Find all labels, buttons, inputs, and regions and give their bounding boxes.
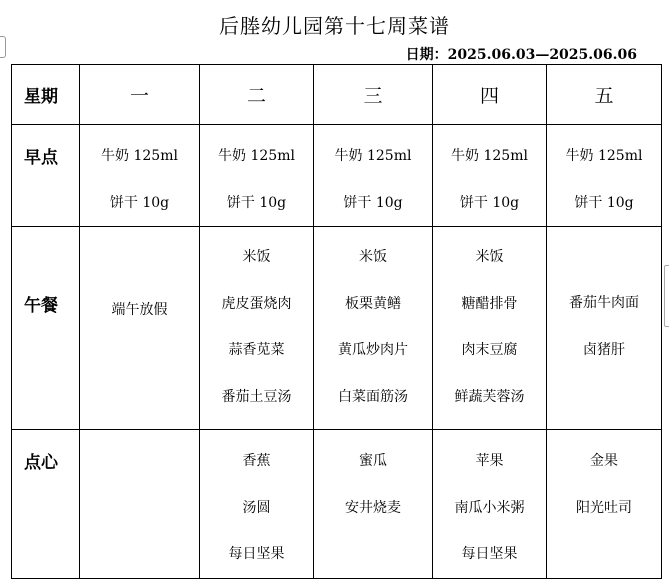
cell-lunch-tue (200, 227, 314, 430)
menu-item: 米饭 (359, 249, 387, 265)
cell-snack-mon (80, 430, 200, 579)
row-breakfast (12, 125, 662, 227)
row-lunch (12, 227, 662, 430)
cell-snack-fri (547, 430, 662, 579)
menu-item: 蜜瓜 (359, 453, 387, 469)
menu-item: 饼干 10g (574, 194, 634, 211)
menu-item: 糖醋排骨 (461, 295, 518, 312)
menu-item: 苹果 (475, 453, 504, 469)
menu-item: 黄瓜炒肉片 (338, 342, 408, 358)
menu-item: 饼干 10g (343, 194, 403, 211)
row-label-snack: 点心 (12, 430, 80, 579)
menu-item: 米饭 (475, 249, 504, 265)
menu-table (11, 64, 662, 579)
menu-item: 牛奶 125ml (451, 148, 528, 164)
header-row (12, 65, 662, 125)
menu-item: 板栗黄鳝 (345, 295, 401, 312)
menu-item: 番茄土豆汤 (221, 388, 292, 405)
menu-item: 香蕉 (242, 453, 271, 469)
menu-item: 卤猪肝 (583, 341, 625, 358)
menu-item: 番茄牛肉面 (569, 295, 639, 311)
date-range: 日期：2025.06.03—2025.06.06 (405, 47, 637, 63)
cell-lunch-mon (80, 227, 200, 430)
menu-item: 牛奶 125ml (218, 148, 295, 164)
row-label-breakfast: 早点 (12, 125, 80, 227)
menu-item: 白菜面筋汤 (338, 388, 408, 405)
weekday-header: 星期 (12, 65, 80, 125)
menu-item: 金果 (590, 453, 618, 469)
menu-item: 阳光吐司 (576, 499, 632, 516)
day-tuesday: 二 (200, 65, 314, 125)
left-edge-handle (0, 36, 6, 58)
menu-item: 肉末豆腐 (461, 342, 518, 358)
cell-snack-wed (314, 430, 433, 579)
day-wednesday: 三 (314, 65, 433, 125)
menu-item: 每日坚果 (228, 546, 285, 562)
menu-item: 米饭 (242, 249, 271, 265)
menu-item: 饼干 10g (109, 194, 170, 211)
menu-item: 虎皮蛋烧肉 (221, 295, 292, 312)
cell-breakfast-wed (314, 125, 433, 227)
menu-item: 端午放假 (111, 302, 168, 318)
cell-snack-tue (200, 430, 314, 579)
menu-item: 饼干 10g (459, 194, 520, 211)
row-label-lunch: 午餐 (12, 227, 80, 430)
day-thursday: 四 (433, 65, 547, 125)
cell-breakfast-thu (433, 125, 547, 227)
menu-item: 汤圆 (242, 499, 271, 516)
day-monday: 一 (80, 65, 200, 125)
menu-item: 牛奶 125ml (334, 148, 412, 164)
right-edge-handle (664, 265, 669, 327)
cell-breakfast-fri (547, 125, 662, 227)
menu-item: 每日坚果 (461, 546, 518, 562)
cell-lunch-thu (433, 227, 547, 430)
cell-lunch-wed (314, 227, 433, 430)
menu-item: 蒜香苋菜 (228, 342, 285, 358)
menu-item: 饼干 10g (226, 194, 287, 211)
menu-item: 安井烧麦 (345, 499, 401, 516)
menu-item: 鲜蔬芙蓉汤 (454, 388, 525, 405)
menu-item: 牛奶 125ml (565, 148, 643, 164)
menu-item: 南瓜小米粥 (454, 499, 525, 516)
cell-breakfast-tue (200, 125, 314, 227)
cell-breakfast-mon (80, 125, 200, 227)
day-friday: 五 (547, 65, 662, 125)
row-snack (12, 430, 662, 579)
menu-item: 牛奶 125ml (101, 148, 178, 164)
cell-lunch-fri (547, 227, 662, 430)
cell-snack-thu (433, 430, 547, 579)
page-title: 后塍幼儿园第十七周菜谱 (219, 14, 450, 38)
